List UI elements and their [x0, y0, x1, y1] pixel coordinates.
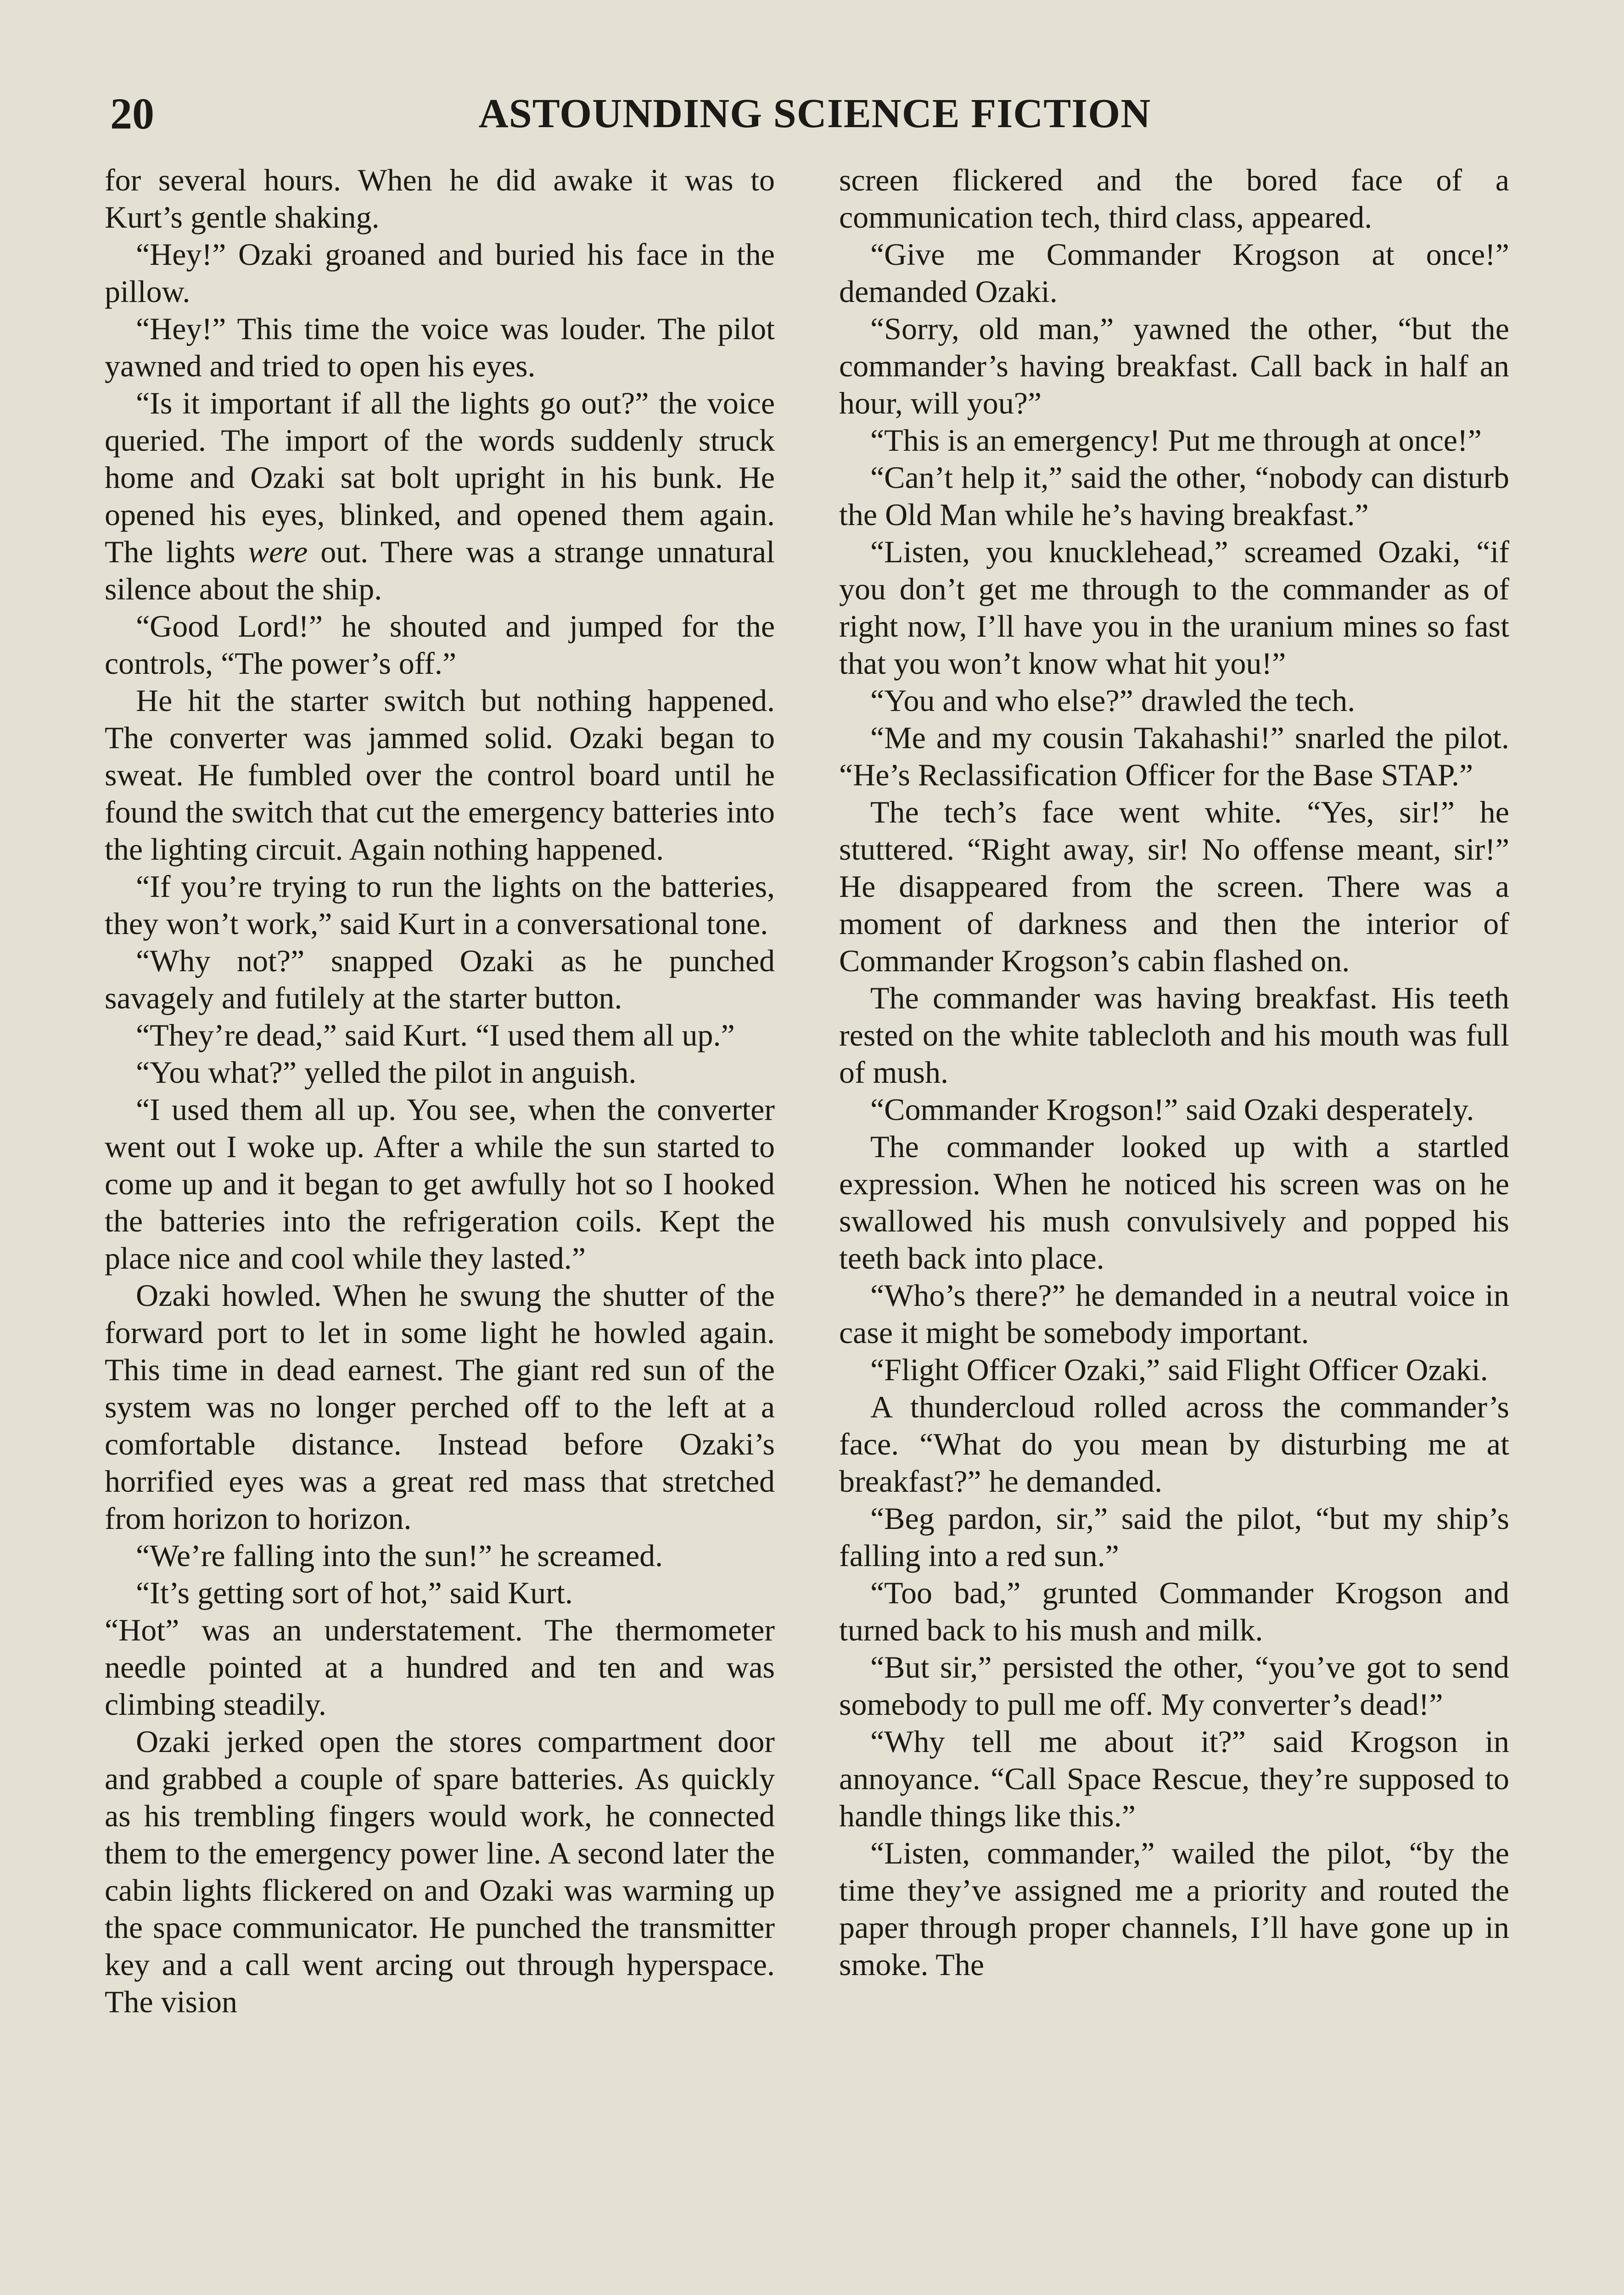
paragraph-text: Ozaki howled. When he swung the shutter of the forward port to let in some light he howled again. This time in dead earnest. The giant red sun of the system was no longer perched off to the left at a comfortable distance. Instead before Ozaki’s horrified eyes was a great red mass that stretched from horizon to horizon.	[105, 1278, 775, 1536]
paragraph	[839, 980, 1509, 1091]
paragraph	[105, 682, 775, 868]
paragraph	[839, 236, 1509, 310]
paragraph-text: “You and who else?” drawled the tech.	[870, 683, 1355, 718]
paragraph	[105, 1091, 775, 1277]
paragraph	[839, 310, 1509, 422]
paragraph	[105, 1574, 775, 1612]
paragraph-text: The commander was having breakfast. His teeth rested on the white tablecloth and his mouth was full of mush.	[839, 980, 1509, 1090]
paragraph-text: “Can’t help it,” said the other, “nobody can disturb the Old Man while he’s having breakfast.”	[839, 460, 1509, 532]
paragraph-text: “We’re falling into the sun!” he screamed.	[136, 1538, 663, 1573]
paragraph	[839, 1723, 1509, 1835]
paragraph-text: The commander looked up with a startled expression. When he noticed his screen was on he swallowed his mush convulsively and popped his teeth back into place.	[839, 1129, 1509, 1276]
paragraph-text: “It’s getting sort of hot,” said Kurt.	[136, 1575, 573, 1610]
paragraph-text: Ozaki jerked open the stores compartment door and grabbed a couple of spare batteries. As quickly as his trembling fingers would work, he connected them to the emergency power line. A second later the cabin lights flickered on and Ozaki was warming up the space communicator. He punched the transmitter key and a call went arcing out through hyperspace. The vision	[105, 1724, 775, 2019]
paragraph	[839, 1091, 1509, 1128]
paragraph	[839, 1277, 1509, 1351]
paragraph	[839, 1574, 1509, 1649]
running-title: ASTOUNDING SCIENCE FICTION	[478, 91, 1151, 136]
paragraph-text: “Sorry, old man,” yawned the other, “but the commander’s having breakfast. Call back in half an hour, will you?”	[839, 311, 1509, 420]
paragraph-text: “You what?” yelled the pilot in anguish.	[136, 1055, 637, 1090]
paragraph-text: “Why tell me about it?” said Krogson in annoyance. “Call Space Rescue, they’re supposed to handle things like this.”	[839, 1724, 1509, 1833]
paragraph	[839, 1351, 1509, 1388]
paragraph	[105, 310, 775, 385]
paragraph-text: “Hey!” This time the voice was louder. The pilot yawned and tried to open his eyes.	[105, 311, 775, 383]
paragraph	[105, 942, 775, 1017]
paragraph	[105, 1054, 775, 1091]
paragraph	[839, 422, 1509, 459]
paragraph	[105, 868, 775, 942]
page-number: 20	[110, 89, 154, 138]
paragraph-text: The tech’s face went white. “Yes, sir!” he stuttered. “Right away, sir! No offense meant, sir!” He disappeared from the screen. There was a moment of darkness and then the interior of Commander Krogson’s cabin flashed on.	[839, 795, 1509, 978]
paragraph	[839, 533, 1509, 682]
paragraph	[105, 608, 775, 682]
paragraph-text: “Beg pardon, sir,” said the pilot, “but my ship’s falling into a red sun.”	[839, 1501, 1509, 1573]
paragraph	[839, 1649, 1509, 1723]
paragraph-text: “This is an emergency! Put me through at once!”	[870, 423, 1482, 458]
paragraph-text: “Listen, you knucklehead,” screamed Ozaki, “if you don’t get me through to the commander as of right now, I’ll have you in the uranium mines so fast that you won’t know what hit you!”	[839, 534, 1509, 681]
paragraph	[105, 1537, 775, 1574]
paragraph-text-after: out. There was a strange unnatural silence about the ship.	[105, 534, 775, 606]
paragraph	[105, 1723, 775, 2021]
left-text-column	[105, 162, 775, 2021]
paragraph	[105, 236, 775, 310]
paragraph	[839, 1835, 1509, 1983]
paragraph	[105, 1277, 775, 1537]
paragraph-text: “They’re dead,” said Kurt. “I used them all up.”	[136, 1018, 735, 1052]
paragraph	[839, 1128, 1509, 1277]
paragraph-text: “Listen, commander,” wailed the pilot, “by the time they’ve assigned me a priority and routed the paper through proper channels, I’ll have gone up in smoke. The	[839, 1836, 1509, 1982]
paragraph-text: “Who’s there?” he demanded in a neutral voice in case it might be somebody important.	[839, 1278, 1509, 1350]
paragraph-text: screen flickered and the bored face of a communication tech, third class, appeared.	[839, 162, 1509, 235]
paragraph-text: A thundercloud rolled across the commander’s face. “What do you mean by disturbing me at breakfast?” he demanded.	[839, 1389, 1509, 1499]
paragraph-text: “Hot” was an understatement. The thermometer needle pointed at a hundred and ten and was climbing steadily.	[105, 1612, 775, 1722]
emphasis-text: were	[248, 534, 308, 569]
paragraph	[839, 719, 1509, 794]
paragraph-text: “Why not?” snapped Ozaki as he punched savagely and futilely at the starter button.	[105, 943, 775, 1015]
paragraph	[839, 459, 1509, 533]
paragraph	[839, 682, 1509, 719]
right-text-column	[839, 162, 1509, 1983]
paragraph	[105, 385, 775, 608]
paragraph-text: “Too bad,” grunted Commander Krogson and turned back to his mush and milk.	[839, 1575, 1509, 1647]
paragraph-text: for several hours. When he did awake it was to Kurt’s gentle shaking.	[105, 162, 775, 235]
paragraph	[839, 162, 1509, 236]
paragraph-text: “Flight Officer Ozaki,” said Flight Officer Ozaki.	[870, 1352, 1488, 1387]
page-header	[0, 82, 1624, 146]
paragraph	[839, 794, 1509, 980]
paragraph-text: “Me and my cousin Takahashi!” snarled the pilot. “He’s Reclassification Officer for the Base STAP.”	[839, 720, 1509, 792]
paragraph-text: “Commander Krogson!” said Ozaki desperately.	[870, 1092, 1474, 1127]
paragraph-text: “Hey!” Ozaki groaned and buried his face in the pillow.	[105, 237, 775, 309]
paragraph-text: “I used them all up. You see, when the converter went out I woke up. After a while the sun started to come up and it began to get awfully hot so I hooked the batteries into the refrigeration coils. Kept the place nice and cool while they lasted.”	[105, 1092, 775, 1276]
paragraph-text: “If you’re trying to run the lights on the batteries, they won’t work,” said Kurt in a conversational tone.	[105, 869, 775, 941]
paragraph-text: He hit the starter switch but nothing happened. The converter was jammed solid. Ozaki began to sweat. He fumbled over the control board until he found the switch that cut the emergency batteries into the lighting circuit. Again nothing happened.	[105, 683, 775, 867]
paragraph-text: “Give me Commander Krogson at once!” demanded Ozaki.	[839, 237, 1509, 309]
paragraph	[839, 1388, 1509, 1500]
paragraph-text: “Good Lord!” he shouted and jumped for the controls, “The power’s off.”	[105, 609, 775, 681]
paragraph-text: “But sir,” persisted the other, “you’ve got to send somebody to pull me off. My converter’s dead!”	[839, 1650, 1509, 1722]
paragraph	[105, 162, 775, 236]
paragraph	[839, 1500, 1509, 1574]
paragraph	[105, 1612, 775, 1723]
paragraph	[105, 1017, 775, 1054]
paragraph-text: “Is it important if all the lights go out?” the voice queried. The import of the words suddenly struck home and Ozaki sat bolt upright in his bunk. He opened his eyes, blinked, and opened them again. The lights	[105, 386, 775, 569]
